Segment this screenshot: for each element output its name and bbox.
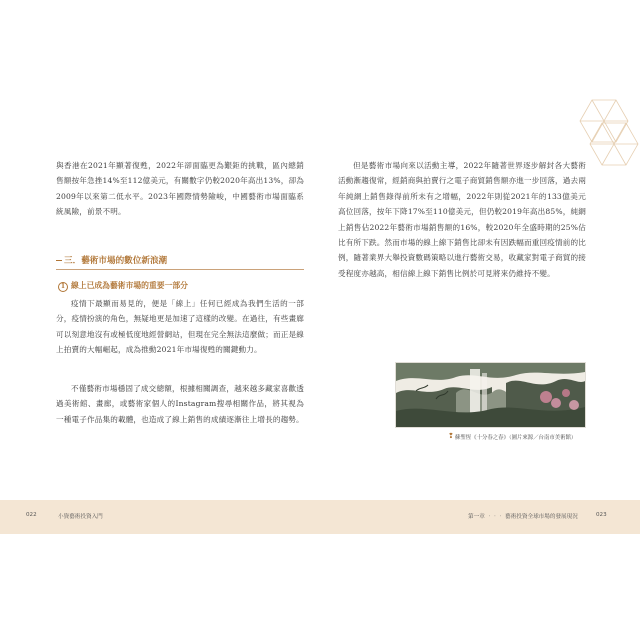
left-body-block-2 [56,381,304,427]
left-intro-paragraph: 與香港在2021年顯著復甦，2022年卻面臨更為艱鉅的挑戰，區內總銷售額按年急挫14%至112億美元，有關數字仍較2020年高出13%，卻為2009年以來第二低水平。2023年國際情勢險峻，中國藝術市場面臨系統風險，前景不明。 [56,161,304,217]
left-paragraph-2: 疫情下最顯而易見的，便是「線上」任何已經成為我們生活的一部分，疫情扮演的角色，無疑地更是加速了這樣的改變。在過往，有些畫廊可以刻意地沒有或極低度地經營網站，但現在完全無法這麼做；而正是線上拍賣的大幅崛起，成為推動2021年市場復甦的關鍵動力。 [56,299,304,355]
subsection-title [58,280,188,292]
right-page-number: 023 [596,512,607,518]
caption-marker-icon: ❢ [448,432,454,440]
right-paragraph-1: 但是藝術市場向來以活動主導，2022年隨著世界逐步解封各大藝術活動漸趨復常，經銷商與拍賣行之電子商貿銷售額亦進一步回落，過去兩年純網上銷售錄得前所未有之增幅，2022年則從2021年的133億美元高位回落，按年下降17%至110億美元，但仍較2019年高出85%，純網上銷售佔2022年藝術市場銷售額的16%，較2020年全盛時期的25%佔比有所下跌。然而市場的線上線下銷售比卻未有因跌幅而重回疫情前的比例，隨著業界大舉投資數碼策略以進行藝術交易，收藏家對電子商貿的接受程度亦越高，相信線上線下銷售比例於可見將來仍維持不變。 [338,161,586,278]
subsection-number-icon: 1 [58,282,68,292]
right-body-block [338,158,586,281]
landscape-painting-image [395,362,586,428]
left-running-title: 小資藝術投資入門 [58,514,103,520]
left-intro-block [56,158,304,220]
left-paragraph-3: 不僅藝術市場穩固了成交總額，根據相關調查，越來越多藏家喜歡透過美術館、畫廊，或藝術家個人的Instagram搜尋相關作品，將其視為一種電子作品集的載體，也造成了線上銷售的成績逐漸往上增長的趨勢。 [56,384,304,424]
right-running-title: 第一章 ‧‧‧ 藝術投資全球市場的發展現況 [468,514,578,520]
section-title-text: 三．藝術市場的數位新浪潮 [64,256,168,266]
section-dash-icon [56,260,62,261]
painting-svg [396,363,585,427]
painting-caption: 蘇聖恆《十分春之春》（圖片來源／台南市美術館） [455,435,577,441]
section-title [56,254,304,270]
subsection-title-text: 線上已成為藝術市場的重要一部分 [71,281,188,290]
left-page-number: 022 [26,512,37,518]
left-body-block-1 [56,296,304,358]
